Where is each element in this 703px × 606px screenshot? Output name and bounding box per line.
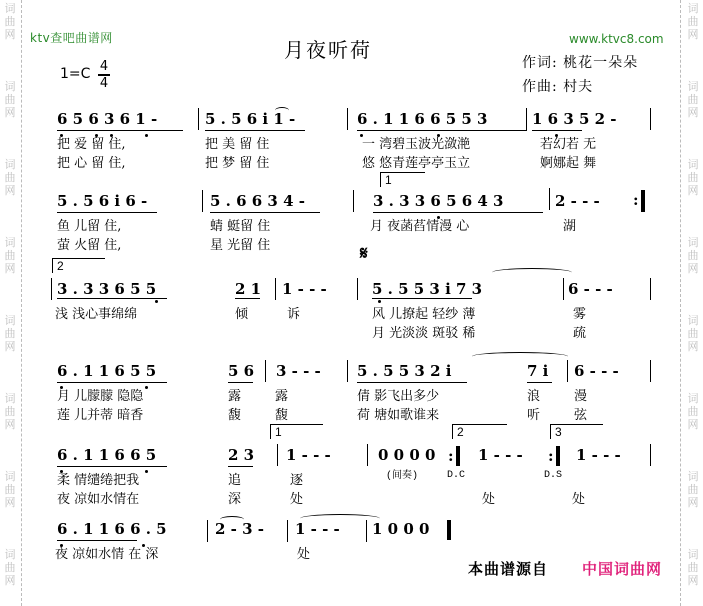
note-group: 6 - - -: [574, 362, 619, 380]
note-group: 6 . 1 1 6 6 . 5: [57, 520, 167, 538]
right-watermark-column: [683, 0, 703, 606]
slur-tie: [220, 516, 244, 523]
lyric-verse-1: 倾: [235, 307, 249, 322]
bar-line: [347, 360, 348, 382]
lyric-verse-1: 雾: [573, 307, 587, 322]
lyric-verse-2: 萤 火留 住,: [57, 238, 122, 253]
bar-line: [51, 278, 52, 300]
lyric-verse-2: 把 梦 留 住: [205, 156, 270, 171]
lyric-verse-2: 处: [572, 492, 586, 507]
note-group: 7 i: [527, 362, 549, 380]
bar-line: [202, 190, 203, 212]
beam-underline: [228, 382, 253, 383]
low-octave-dot: [60, 470, 63, 473]
slur-tie: [472, 352, 568, 361]
note-group: 6 . 1 1 6 5 5: [57, 362, 157, 380]
lyric-verse-2: 处: [482, 492, 496, 507]
bar-line: [650, 278, 651, 300]
low-octave-dot: [142, 544, 145, 547]
bar-line: [265, 360, 266, 382]
watermark-text: 词 曲 网: [687, 470, 699, 509]
lyric-verse-2: 夜 凉如水情在: [57, 492, 140, 507]
site-name-left: ktv查吧曲谱网: [30, 31, 113, 45]
watermark-text: 词 曲 网: [687, 548, 699, 587]
repeat-colon: :: [548, 447, 554, 465]
low-octave-dot: [360, 134, 363, 137]
lyric-verse-1: 倩 影飞出多少: [357, 389, 440, 404]
lyric-verse-1: 露: [228, 389, 242, 404]
lyric-verse-1: 把 爱 留 住,: [57, 137, 126, 152]
beam-underline: [373, 212, 543, 213]
repeat-end-bar: [556, 446, 560, 466]
low-octave-dot: [145, 134, 148, 137]
note-group: 5 . 5 6 i 6 -: [57, 192, 148, 210]
interlude-label: (间奏): [386, 471, 419, 482]
beam-underline: [228, 466, 253, 467]
lyric-verse-2: 听: [527, 408, 541, 423]
bar-line: [353, 190, 354, 212]
note-group: 6 - - -: [568, 280, 613, 298]
low-octave-dot: [437, 134, 440, 137]
bar-line: [357, 278, 358, 300]
low-octave-dot: [378, 300, 381, 303]
key-signature: 1=C: [60, 66, 91, 82]
lyric-verse-1: 处: [297, 547, 311, 562]
watermark-text: 词 曲 网: [4, 548, 16, 587]
lyric-verse-1: 逐: [290, 473, 304, 488]
note-group: 2 1: [235, 280, 262, 298]
beam-underline: [527, 382, 552, 383]
note-group: 6 5 6 3 6 1 -: [57, 110, 158, 128]
lyric-verse-1: 诉: [287, 307, 301, 322]
note-group: 1 - - -: [478, 446, 523, 464]
lyric-verse-1: 湖: [563, 219, 577, 234]
lyric-verse-2: 弦: [574, 408, 588, 423]
watermark-text: 词 曲 网: [687, 80, 699, 119]
volta-3: 3: [550, 424, 603, 439]
low-octave-dot: [155, 300, 158, 303]
note-group: 5 . 5 5 3 i 7 3: [372, 280, 483, 298]
lyric-verse-2: 莲 儿并蒂 暗香: [57, 408, 144, 423]
beam-underline: [57, 212, 157, 213]
note-group: 2 - 3 -: [215, 520, 264, 538]
lyric-verse-2: 处: [290, 492, 304, 507]
source-brand: 中国词曲网: [582, 560, 663, 578]
slur-tie: [275, 107, 289, 114]
note-group: 5 . 5 5 3 2 i: [357, 362, 452, 380]
beam-underline: [357, 130, 527, 131]
volta-2: 2: [52, 258, 105, 273]
note-group: 2 3: [228, 446, 255, 464]
bar-line: [287, 520, 288, 542]
repeat-end-bar: [456, 446, 460, 466]
bar-line: [650, 360, 651, 382]
source-label: 本曲谱源自: [468, 560, 549, 578]
time-signature: [98, 60, 110, 90]
lyric-verse-2: 婀娜起 舞: [540, 156, 597, 171]
low-octave-dot: [145, 470, 148, 473]
watermark-text: 词 曲 网: [4, 392, 16, 431]
lyric-verse-2: 悠 悠青莲亭亭玉立: [362, 156, 471, 171]
lyric-verse-1: 漫: [574, 389, 588, 404]
lyric-verse-1: 鱼 儿留 住,: [57, 219, 122, 234]
note-group: 3 - - -: [276, 362, 321, 380]
watermark-text: 词 曲 网: [4, 158, 16, 197]
note-group: 1 - - -: [286, 446, 331, 464]
volta-1: 1: [270, 424, 323, 439]
left-margin-divider: [21, 0, 22, 606]
low-octave-dot: [95, 134, 98, 137]
lyric-verse-1: 浪: [527, 389, 541, 404]
bar-line: [207, 520, 208, 542]
time-sig-bottom: 4: [99, 76, 109, 91]
lyric-verse-2: 荷 塘如歌谁来: [357, 408, 440, 423]
low-octave-dot: [60, 544, 63, 547]
lyric-verse-1: 风 儿撩起 轻纱 薄: [372, 307, 476, 322]
bar-line: [277, 444, 278, 466]
slur-tie: [300, 514, 380, 523]
note-group: 0 0 0 0: [378, 446, 436, 464]
low-octave-dot: [555, 134, 558, 137]
dc-marking: D.C: [447, 470, 466, 481]
repeat-colon: :: [448, 447, 454, 465]
bar-line: [567, 360, 568, 382]
beam-underline: [57, 382, 167, 383]
bar-line: [198, 108, 199, 130]
watermark-text: 词 曲 网: [687, 314, 699, 353]
note-group: 6 . 1 1 6 6 5: [57, 446, 157, 464]
beam-underline: [57, 298, 167, 299]
beam-underline: [210, 212, 320, 213]
lyric-verse-1: 月 儿朦朦 隐隐: [57, 389, 144, 404]
bar-line: [347, 108, 348, 130]
watermark-text: 词 曲 网: [687, 392, 699, 431]
watermark-text: 词 曲 网: [4, 470, 16, 509]
lyric-verse-2: 馥: [275, 408, 289, 423]
beam-underline: [57, 540, 137, 541]
beam-underline: [372, 298, 472, 299]
lyric-verse-1: 一 湾碧玉波光潋滟: [362, 137, 471, 152]
bar-line: [275, 278, 276, 300]
bar-line: [526, 108, 527, 130]
bar-line: [367, 444, 368, 466]
note-group: 3 . 3 3 6 5 6 4 3: [373, 192, 504, 210]
beam-underline: [357, 382, 467, 383]
slur-tie: [492, 268, 572, 277]
note-group: 2 - - -: [555, 192, 600, 210]
lyric-verse-1: 夜 凉如水情 在 深: [55, 547, 159, 562]
lyric-verse-2: 馥: [228, 408, 242, 423]
final-bar: [447, 520, 451, 540]
beam-underline: [235, 298, 260, 299]
note-group: 1 - - -: [295, 520, 340, 538]
note-group: 1 - - -: [282, 280, 327, 298]
watermark-text: 词 曲 网: [4, 236, 16, 275]
note-group: 5 . 6 6 3 4 -: [210, 192, 305, 210]
watermark-text: 词 曲 网: [687, 2, 699, 41]
ds-marking: D.S: [544, 470, 563, 481]
volta-1: 1: [380, 172, 425, 187]
site-url-right: www.ktvc8.com: [569, 32, 664, 46]
time-sig-top: 4: [99, 59, 109, 74]
bar-line: [650, 444, 651, 466]
lyric-verse-1: 露: [275, 389, 289, 404]
low-octave-dot: [110, 134, 113, 137]
volta-2: 2: [452, 424, 507, 439]
beam-underline: [532, 130, 582, 131]
note-group: 5 . 5 6 i 1 -: [205, 110, 296, 128]
watermark-text: 词 曲 网: [4, 314, 16, 353]
bar-line: [549, 188, 550, 210]
lyric-verse-1: 浅 浅心事绵绵: [55, 307, 138, 322]
repeat-colon: :: [633, 191, 639, 209]
watermark-text: 词 曲 网: [687, 236, 699, 275]
lyric-verse-2: 深: [228, 492, 242, 507]
lyric-verse-1: 追: [228, 473, 242, 488]
beam-underline: [205, 130, 305, 131]
beam-underline: [57, 466, 167, 467]
low-octave-dot: [437, 216, 440, 219]
song-title: 月夜听荷: [284, 38, 372, 62]
lyric-verse-1: 月 夜菡萏情漫 心: [370, 219, 470, 234]
note-group: 6 . 1 1 6 6 5 5 3: [357, 110, 488, 128]
lyric-verse-2: 疏: [573, 326, 587, 341]
right-margin-divider: [680, 0, 681, 606]
note-group: 3 . 3 3 6 5 5: [57, 280, 157, 298]
left-watermark-column: [0, 0, 20, 606]
note-group: 1 - - -: [576, 446, 621, 464]
lyric-verse-2: 星 光留 住: [210, 238, 271, 253]
lyricist-credit: 作词: 桃花一朵朵: [522, 55, 639, 71]
lyric-verse-1: 柔 情缱绻把我: [57, 473, 140, 488]
low-octave-dot: [145, 386, 148, 389]
low-octave-dot: [60, 134, 63, 137]
bar-line: [563, 278, 564, 300]
lyric-verse-2: 月 光淡淡 斑驳 稀: [372, 326, 476, 341]
beam-underline: [57, 130, 183, 131]
bar-line: [650, 108, 651, 130]
composer-credit: 作曲: 村夫: [522, 79, 594, 95]
low-octave-dot: [60, 386, 63, 389]
note-group: 1 0 0 0: [372, 520, 430, 538]
repeat-end-bar: [641, 190, 645, 212]
bar-line: [366, 520, 367, 542]
watermark-text: 词 曲 网: [687, 158, 699, 197]
lyric-verse-1: 若幻若 无: [540, 137, 597, 152]
watermark-text: 词 曲 网: [4, 2, 16, 41]
lyric-verse-2: 把 心 留 住,: [57, 156, 126, 171]
lyric-verse-1: 蜻 蜓留 住: [210, 219, 271, 234]
note-group: 5 6: [228, 362, 255, 380]
segno-sign: 𝄋: [360, 243, 368, 264]
note-group: 1 6 3 5 2 -: [532, 110, 617, 128]
watermark-text: 词 曲 网: [4, 80, 16, 119]
lyric-verse-1: 把 美 留 住: [205, 137, 270, 152]
